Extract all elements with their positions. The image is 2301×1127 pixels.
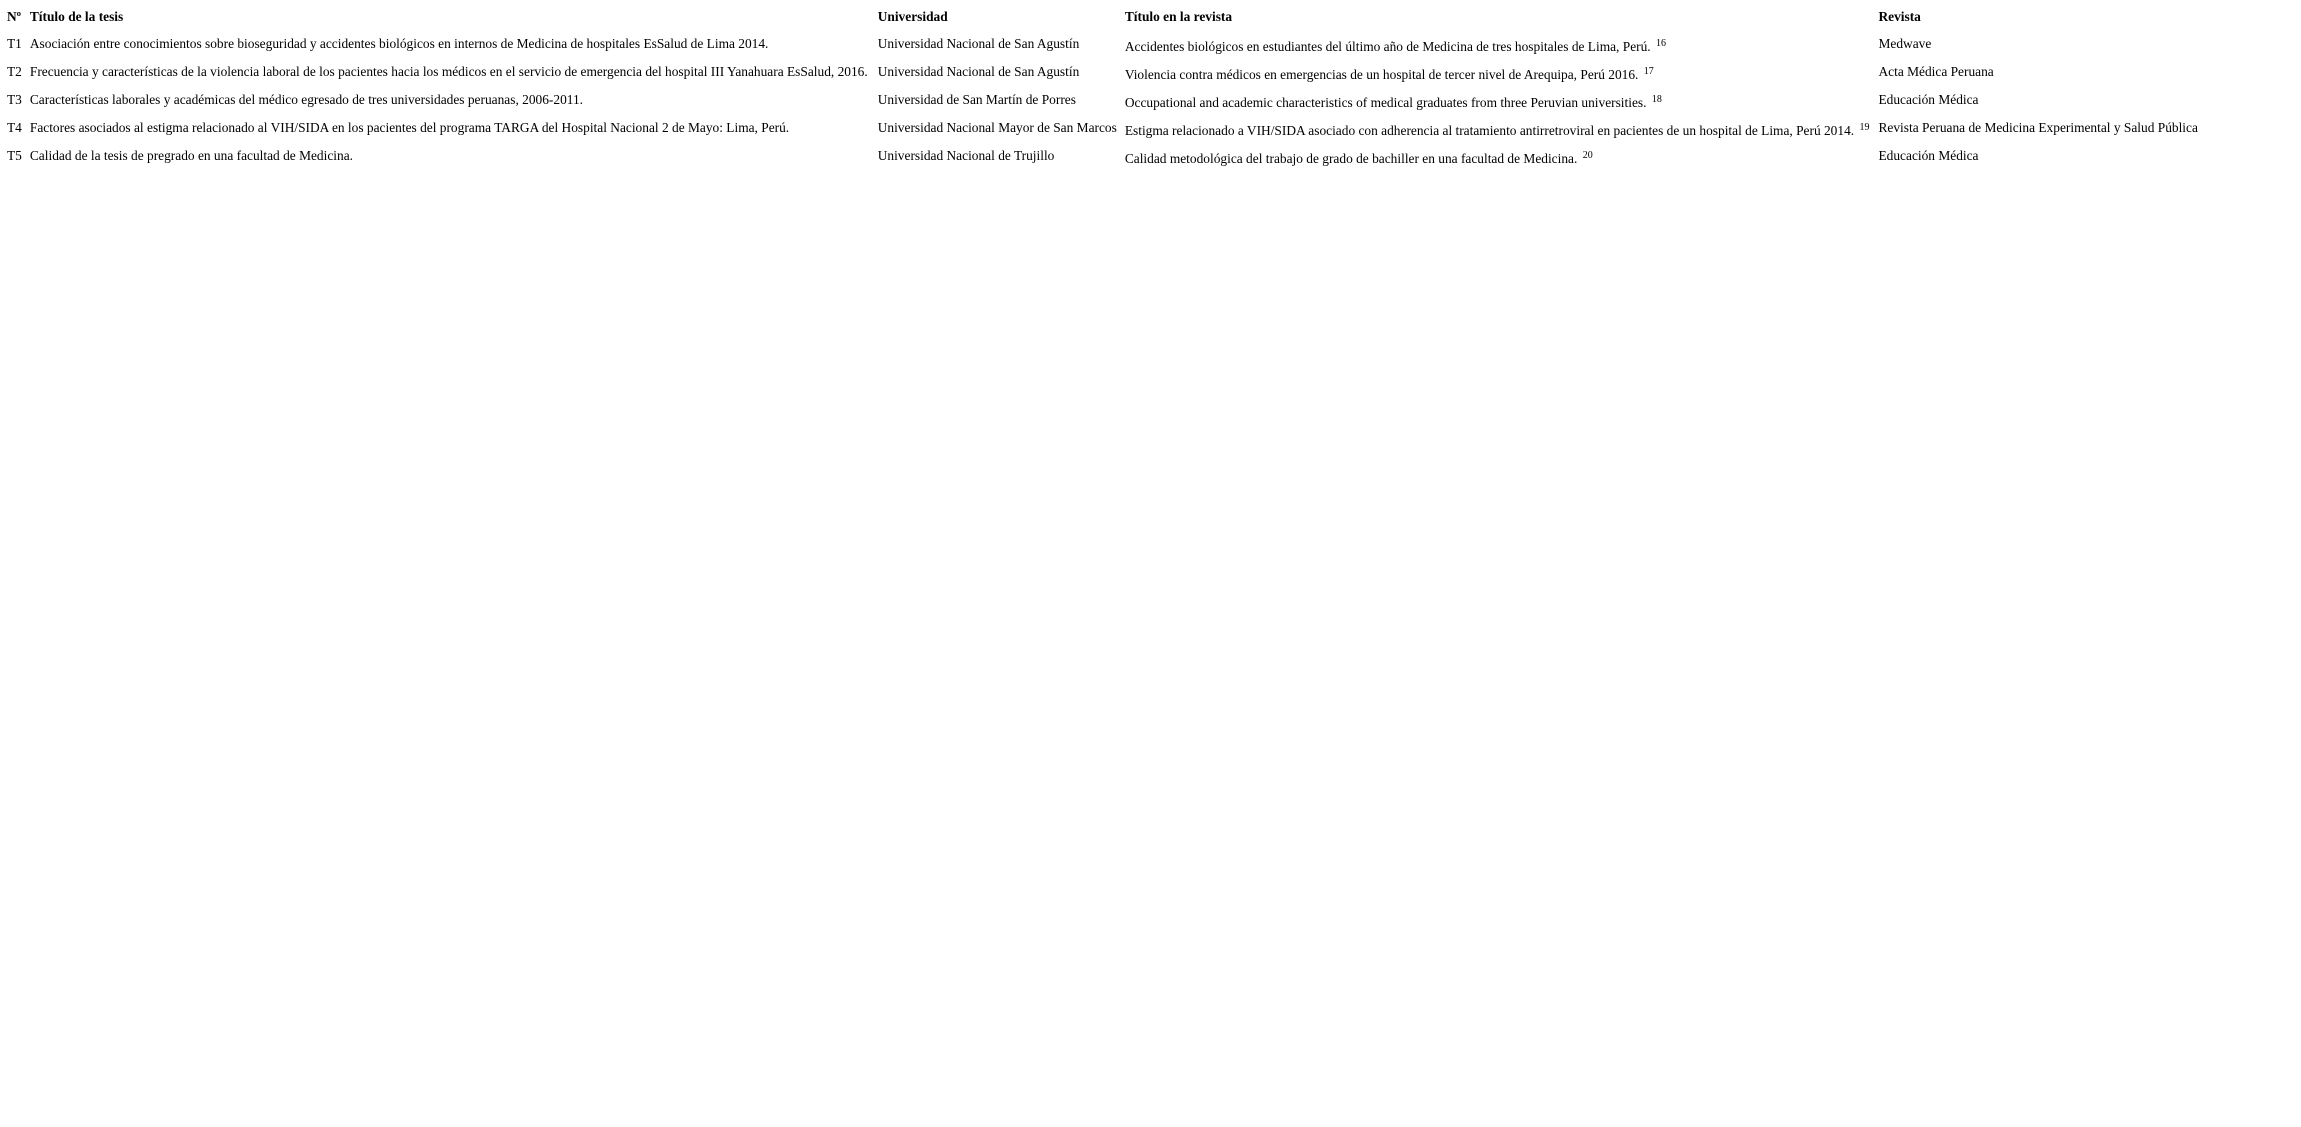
table-row — [4, 87, 2201, 115]
journal-title-text: Accidentes biológicos en estudiantes del último año de Medicina de tres hospitales de Lima, Perú. — [1124, 39, 1651, 54]
table-header — [4, 7, 2201, 31]
university-cell: Universidad Nacional de San Agustín — [877, 64, 1080, 79]
university-cell: Universidad Nacional Mayor de San Marcos — [877, 120, 1117, 135]
header-journal: Revista — [1878, 9, 1921, 24]
row-number: T5 — [7, 148, 22, 163]
journal-cell: Educación Médica — [1878, 92, 1979, 107]
journal-title-cell — [1122, 115, 1876, 143]
reference-number: 16 — [1656, 37, 1667, 49]
reference-number: 17 — [1643, 65, 1654, 77]
table-row — [4, 59, 2201, 87]
table-row — [4, 143, 2201, 171]
thesis-title-cell: Asociación entre conocimientos sobre bioseguridad y accidentes biológicos en internos de Medicina de hospitales EsSalud de Lima 2014. — [29, 36, 769, 51]
theses-table — [4, 7, 2201, 171]
table-row — [4, 31, 2201, 59]
university-cell: Universidad de San Martín de Porres — [877, 92, 1076, 107]
journal-cell: Revista Peruana de Medicina Experimental y Salud Pública — [1878, 120, 2198, 135]
journal-title-text: Occupational and academic characteristics of medical graduates from three Peruvian universities. — [1124, 95, 1647, 110]
thesis-title-cell: Factores asociados al estigma relacionado al VIH/SIDA en los pacientes del programa TARGA del Hospital Nacional 2 de Mayo: Lima, Perú. — [29, 120, 790, 135]
journal-title-text: Calidad metodológica del trabajo de grado de bachiller en una facultad de Medicina. — [1124, 151, 1578, 166]
header-number: Nº — [7, 9, 22, 24]
journal-title-text: Violencia contra médicos en emergencias de un hospital de tercer nivel de Arequipa, Perú 2016. — [1124, 67, 1639, 82]
journal-title-text: Estigma relacionado a VIH/SIDA asociado con adherencia al tratamiento antirretroviral en pacientes de un hospital de Lima, Perú 2014. — [1124, 123, 1855, 138]
reference-number: 18 — [1651, 93, 1662, 105]
row-number: T1 — [7, 36, 22, 51]
university-cell: Universidad Nacional de Trujillo — [877, 148, 1055, 163]
row-number: T2 — [7, 64, 22, 79]
journal-title-cell — [1122, 143, 1876, 171]
table-row — [4, 115, 2201, 143]
header-university: Universidad — [877, 9, 948, 24]
thesis-title-cell: Frecuencia y características de la violencia laboral de los pacientes hacia los médicos en el servicio de emergencia del hospital III Yanahuara EsSalud, 2016. — [29, 64, 868, 79]
row-number: T4 — [7, 120, 22, 135]
journal-cell: Acta Médica Peruana — [1878, 64, 1994, 79]
header-row — [4, 7, 2201, 31]
thesis-title-cell: Características laborales y académicas del médico egresado de tres universidades peruanas, 2006-2011. — [29, 92, 584, 107]
row-number: T3 — [7, 92, 22, 107]
table-body — [4, 31, 2201, 171]
header-thesis-title: Título de la tesis — [29, 9, 124, 24]
reference-number: 19 — [1859, 121, 1870, 133]
journal-title-cell — [1122, 87, 1876, 115]
journal-cell: Educación Médica — [1878, 148, 1979, 163]
journal-title-cell — [1122, 31, 1876, 59]
header-journal-title: Título en la revista — [1124, 9, 1233, 24]
journal-cell: Medwave — [1878, 36, 1932, 51]
thesis-title-cell: Calidad de la tesis de pregrado en una facultad de Medicina. — [29, 148, 353, 163]
university-cell: Universidad Nacional de San Agustín — [877, 36, 1080, 51]
journal-title-cell — [1122, 59, 1876, 87]
reference-number: 20 — [1582, 149, 1593, 161]
